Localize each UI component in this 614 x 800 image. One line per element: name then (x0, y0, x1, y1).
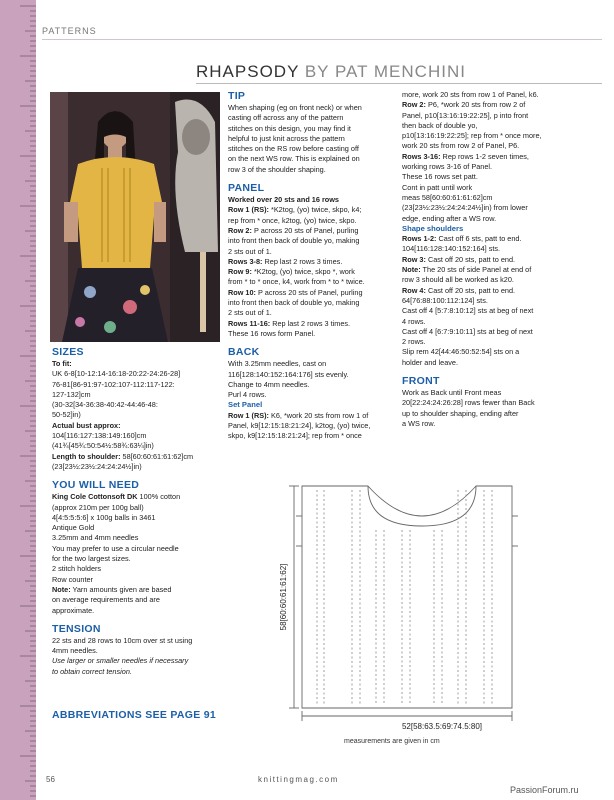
section-label: PATTERNS (42, 26, 97, 36)
need-line: Antique Gold (52, 523, 95, 533)
to-fit-uk: UK 6-8[10-12:14-16:18-20:22-24:26-28] (52, 369, 181, 379)
watermark: PassionForum.ru (510, 785, 579, 795)
ruler-ticks (0, 0, 36, 800)
length-in: (23[23½:23½:24:24:24½]in) (52, 461, 142, 471)
to-fit-in2: 50-52]in) (52, 410, 81, 420)
rows12-text: Cast off 6 sts, patt to end. (436, 234, 522, 244)
back-row1-label: Row 1 (RS): (228, 410, 269, 420)
panel-row-label: Rows 11-16: (228, 318, 271, 328)
left-column (52, 346, 222, 677)
yarn-fibre: 100% cotton (137, 492, 181, 502)
diagram-caption: measurements are given in cm (344, 738, 440, 745)
tension-heading: TENSION (52, 622, 101, 635)
neck-inner (368, 486, 476, 526)
tip-line: casting off across any of the pattern (228, 113, 344, 123)
rows316-text: Cont in patt until work (402, 182, 473, 192)
panel-row-label: Rows 3-8: (228, 256, 263, 266)
garment-schematic (272, 476, 572, 741)
panel-row-text: into front then back of double yo, making (228, 298, 360, 308)
shape-shoulders-heading: Shape shoulders (402, 223, 464, 233)
page-title (196, 62, 466, 82)
tension-line: 22 sts and 28 rows to 10cm over st st using (52, 635, 193, 645)
panel-row-text: Rep last 2 rows 3 times. (270, 318, 351, 328)
rows316-text: meas 58[60:60:61:61:62]cm (402, 192, 493, 202)
need-line: 3.25mm and 4mm needles (52, 533, 139, 543)
panel-row-text: rep from * once, k2tog, (yo) twice, skpo. (228, 215, 357, 225)
row2-text: work 20 sts from row 2 of Panel, P6. (402, 141, 520, 151)
need-line: Row counter (52, 574, 93, 584)
header-divider (42, 39, 602, 40)
panel-row-text: 2 sts out of 1. (228, 308, 272, 318)
you-will-need-heading: YOU WILL NEED (52, 479, 140, 492)
note-text: row 3 should all be worked as k20. (402, 275, 514, 285)
row4-text: 2 rows. (402, 337, 426, 347)
row2-text: Panel, p10[13:16:19:22:25], p into front (402, 110, 529, 120)
right-column (402, 90, 574, 429)
tension-line: 4mm needles. (52, 646, 98, 656)
note-label: Note: (52, 584, 71, 594)
need-line: You may prefer to use a circular needle (52, 543, 179, 553)
row3-text: Cast off 20 sts, patt to end. (425, 254, 516, 264)
back-line: With 3.25mm needles, cast on (228, 359, 327, 369)
note-text: Yarn amounts given are based (70, 584, 172, 594)
middle-column (228, 90, 400, 442)
need-line: (approx 210m per 100g ball) (52, 502, 144, 512)
need-line: for the two largest sizes. (52, 554, 131, 564)
panel-row-label: Row 2: (228, 225, 252, 235)
title-main: RHAPSODY (196, 62, 300, 81)
rows316-text: Rep rows 1-2 seven times, (440, 151, 529, 161)
set-panel-heading: Set Panel (228, 400, 263, 410)
back-line: Change to 4mm needles. (228, 379, 310, 389)
row2-text: P6, *work 20 sts from row 2 of (425, 100, 526, 110)
tip-line: row 3 of the shoulder shaping. (228, 164, 326, 174)
back-line: 116[128:140:152:164:176] sts evenly. (228, 369, 349, 379)
to-fit-cm: 76-81[86-91:97-102:107-112:117-122: (52, 379, 175, 389)
rows316-label: Rows 3-16: (402, 151, 441, 161)
rows316-text: These 16 rows set patt. (402, 172, 478, 182)
panel-row-text: 2 sts out of 1. (228, 246, 272, 256)
panel-row-label: Row 9: (228, 267, 252, 277)
panel-row-text: from * to * once, k4, work from * to * twice. (228, 277, 365, 287)
row2-text: then back of double yo, (402, 120, 478, 130)
row4-text: Cast off 4 [5:7:8:10:12] sts at beg of next (402, 306, 534, 316)
to-fit-in: (30-32[34-36:38-40:42-44:46-48: (52, 400, 158, 410)
row4-text: holder and leave. (402, 357, 458, 367)
tip-line: stitches on the RS row before casting off (228, 144, 359, 154)
row4-text: 4 rows. (402, 316, 426, 326)
page-number: 56 (46, 775, 55, 784)
title-divider (196, 83, 602, 84)
tension-italic: Use larger or smaller needles if necessary (52, 656, 189, 666)
panel-row-label: Row 1 (RS): (228, 205, 269, 215)
panel-row-text: *K2tog, (yo) twice, skpo, k4; (268, 205, 362, 215)
front-line: 20[22:24:24:26:28] rows fewer than Back (402, 398, 535, 408)
panel-row-text: P across 20 sts of Panel, purling (251, 225, 359, 235)
panel-heading: PANEL (228, 182, 265, 195)
tip-heading: TIP (228, 90, 246, 102)
tension-italic: to obtain correct tension. (52, 666, 132, 676)
panel-row-text: into front then back of double yo, making (228, 236, 360, 246)
tip-line: stitches on this design, you may find it (228, 123, 351, 133)
front-line: a WS row. (402, 418, 436, 428)
front-heading: FRONT (402, 375, 440, 388)
tip-line: on the next WS row. This is explained on (228, 154, 360, 164)
ruler-strip (0, 0, 36, 800)
to-fit-label: To fit: (52, 359, 72, 368)
front-line: Work as Back until Front meas (402, 388, 502, 398)
rows12-label: Rows 1-2: (402, 234, 437, 244)
bust-label: Actual bust approx: (52, 420, 121, 430)
back-line: Purl 4 rows. (228, 390, 267, 400)
row2-text: p10[13:16:19:22:25]; rep from * once more, (402, 131, 542, 141)
note-line: approximate. (52, 605, 95, 615)
back-row1-text: Panel, k9[12:15:18:21:24], k2tog, (yo) twice, (228, 421, 371, 431)
length-label: Length to shoulder: (52, 451, 121, 461)
row4-label: Row 4: (402, 285, 426, 295)
tip-line: helpful to just knit across the pattern (228, 133, 345, 143)
model-photo (50, 92, 220, 342)
panel-row-text: These 16 rows form Panel. (228, 328, 316, 338)
back-row1-text: K6, *work 20 sts from row 1 of (268, 410, 369, 420)
bust-in: (41¾[45¾:50:54½:58¾:63¼]in) (52, 441, 154, 451)
to-fit-cm2: 127-132]cm (52, 389, 91, 399)
row4-text: Slip rem 42[44:46:50:52:54] sts on a (402, 347, 520, 357)
row4-text: 64[76:88:100:112:124] sts. (402, 295, 488, 305)
panel-row-text: *K2tog, (yo) twice, skpo *, work (251, 267, 355, 277)
garment-outline (302, 486, 512, 708)
need-line: 4[4:5:5:5:6] x 100g balls in 3461 (52, 512, 156, 522)
note-line: on average requirements and are (52, 595, 160, 605)
row4-text: Cast off 4 [6:7:9:10:11] sts at beg of next (402, 326, 533, 336)
rows316-text: (23[23½:23½:24:24:24½]in) from lower (402, 203, 528, 213)
need-line: 2 stitch holders (52, 564, 102, 574)
col3-line: more, work 20 sts from row 1 of Panel, k6. (402, 90, 539, 99)
row2-label: Row 2: (402, 100, 426, 110)
note-label: Note: (402, 265, 421, 275)
back-row1-text: skpo, k9[12:15:18:21:24]; rep from * once (228, 431, 362, 441)
length-value: 58[60:60:61:61:62]cm (120, 451, 194, 461)
front-line: up to shoulder shaping, ending after (402, 408, 519, 418)
bust-cm: 104[116:127:138:149:160]cm (52, 431, 147, 441)
rows12-text: 104[116:128:140:152:164] sts. (402, 244, 501, 254)
height-label: 58[60:60:61:61:62] (279, 563, 288, 631)
width-label: 52[58:63.5:69:74.5:80] (401, 722, 483, 731)
back-heading: BACK (228, 346, 260, 359)
footer-site[interactable]: knittingmag.com (258, 775, 339, 784)
title-by: BY PAT MENCHINI (304, 62, 466, 81)
yarn-name: King Cole Cottonsoft DK (52, 492, 138, 502)
rows316-text: working rows 3-16 of Panel. (402, 162, 493, 172)
rows316-text: edge, ending after a WS row. (402, 213, 497, 223)
panel-row-text: Rep last 2 rows 3 times. (262, 256, 343, 266)
panel-row-text: P across 20 sts of Panel, purling (255, 287, 363, 297)
row3-label: Row 3: (402, 254, 426, 264)
tip-line: When shaping (eg on front neck) or when (228, 103, 362, 112)
panel-sub: Worked over 20 sts and 16 rows (228, 195, 339, 205)
row4-text: Cast off 20 sts, patt to end. (425, 285, 516, 295)
sizes-heading: SIZES (52, 346, 84, 358)
abbreviations-link[interactable]: ABBREVIATIONS SEE PAGE 91 (52, 709, 217, 721)
panel-row-label: Row 10: (228, 287, 256, 297)
note-text: The 20 sts of side Panel at end of (420, 265, 532, 275)
